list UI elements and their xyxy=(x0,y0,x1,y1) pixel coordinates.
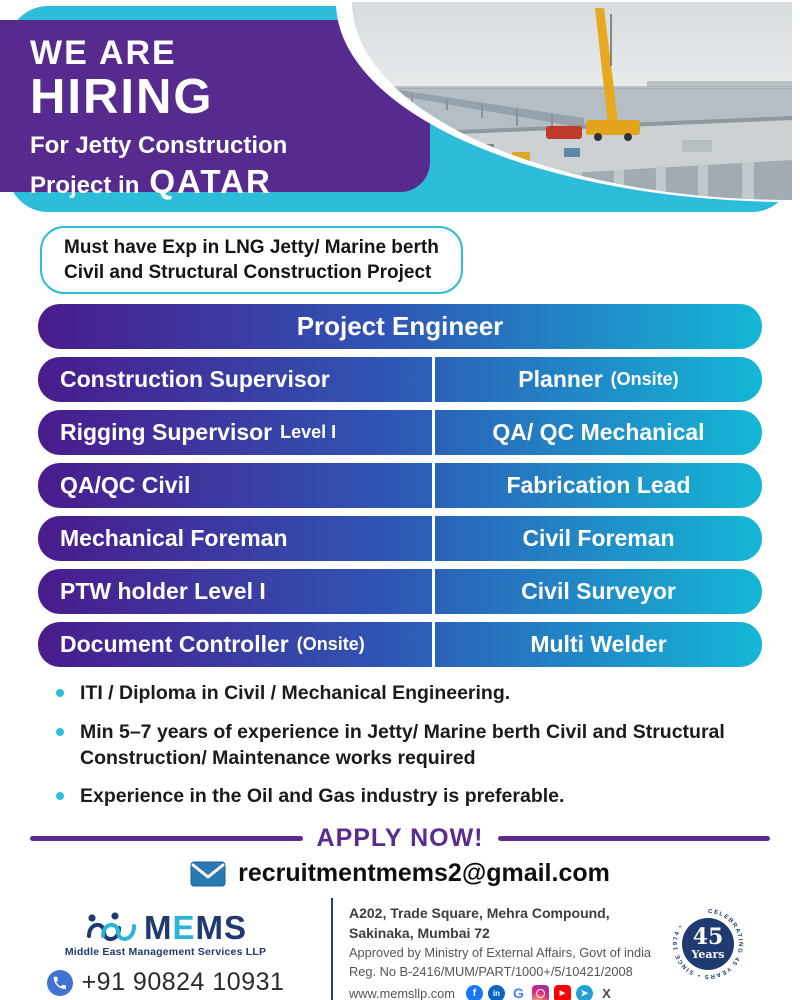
hero-line-hiring: HIRING xyxy=(30,70,214,124)
qualification-item xyxy=(56,720,760,771)
role-row-4 xyxy=(38,516,762,561)
role-note: Level I xyxy=(280,422,337,443)
role-cell xyxy=(38,622,435,667)
role-label: Civil Surveyor xyxy=(521,578,676,605)
footer xyxy=(0,898,800,1000)
google-icon[interactable]: G xyxy=(510,985,527,1000)
role-cell xyxy=(38,569,435,614)
role-label: Construction Supervisor xyxy=(60,366,330,393)
role-cell xyxy=(435,622,762,667)
role-label: Fabrication Lead xyxy=(506,472,691,499)
phone-number[interactable]: +91 90824 10931 xyxy=(81,968,285,997)
phone-row[interactable] xyxy=(47,968,285,997)
divider-line xyxy=(498,836,771,841)
role-note: (Onsite) xyxy=(296,634,365,655)
mems-infinity-logo-icon xyxy=(84,909,140,943)
divider-line xyxy=(30,836,303,841)
apply-now-heading: APPLY NOW! xyxy=(316,824,484,853)
role-label: Mechanical Foreman xyxy=(60,525,288,552)
company-tagline: Middle East Management Services LLP xyxy=(64,946,267,959)
envelope-icon xyxy=(190,861,226,887)
footer-company-block xyxy=(0,898,333,1000)
role-cell xyxy=(38,463,435,508)
role-label: Document Controller xyxy=(60,631,289,658)
featured-role-label: Project Engineer xyxy=(296,311,504,342)
wordmark-letter: M xyxy=(195,909,224,947)
hero-header xyxy=(0,0,800,214)
role-cell xyxy=(435,516,762,561)
45-years-badge-icon xyxy=(670,906,746,982)
hero-country: QATAR xyxy=(149,163,272,200)
role-label: Rigging Supervisor xyxy=(60,419,273,446)
role-cell xyxy=(435,357,762,402)
youtube-icon[interactable]: ▶ xyxy=(554,985,571,1000)
bullet-dot-icon xyxy=(56,728,64,736)
role-label: Multi Welder xyxy=(530,631,667,658)
note-line-1: Must have Exp in LNG Jetty/ Marine berth xyxy=(64,237,439,258)
badge-ring-text: CELEBRATING 45 YEARS • SINCE 1974 • xyxy=(672,908,744,980)
apply-email-row[interactable] xyxy=(0,859,800,888)
role-row-1 xyxy=(38,357,762,402)
role-label: Planner xyxy=(518,366,603,393)
hero-location-prefix: Project in xyxy=(30,172,140,199)
note-line-2: Civil and Structural Construction Project xyxy=(64,262,432,284)
facebook-icon[interactable]: f xyxy=(466,985,483,1000)
address-line-2: Sakinaka, Mumbai 72 xyxy=(349,924,490,941)
qualification-item xyxy=(56,784,760,810)
role-row-3 xyxy=(38,463,762,508)
linkedin-icon[interactable]: in xyxy=(488,985,505,1000)
address-line-1: A202, Trade Square, Mehra Compound, xyxy=(349,905,610,922)
role-cell xyxy=(38,516,435,561)
wordmark-letter: S xyxy=(224,909,248,947)
hero-location-line xyxy=(30,163,430,201)
badge-word: Years xyxy=(691,948,725,962)
apply-email-address[interactable]: recruitmentmems2@gmail.com xyxy=(238,859,610,888)
role-cell xyxy=(435,463,762,508)
qualification-text: ITI / Diploma in Civil / Mechanical Engineering. xyxy=(80,682,511,705)
company-wordmark xyxy=(143,909,248,947)
apply-now-divider xyxy=(30,824,770,853)
role-cell xyxy=(38,410,435,455)
featured-role-bar xyxy=(38,304,762,349)
wordmark-letter: E xyxy=(172,909,196,947)
hero-subtitle: For Jetty Construction xyxy=(30,132,288,159)
telegram-icon[interactable]: ➤ xyxy=(576,985,593,1000)
phone-icon xyxy=(47,970,73,996)
role-cell xyxy=(435,569,762,614)
role-row-6 xyxy=(38,622,762,667)
qualification-item xyxy=(56,681,760,707)
bullet-dot-icon xyxy=(56,689,64,697)
anniversary-badge xyxy=(670,906,746,982)
role-row-2 xyxy=(38,410,762,455)
bullet-dot-icon xyxy=(56,792,64,800)
role-label: Civil Foreman xyxy=(522,525,675,552)
qualification-text: Min 5–7 years of experience in Jetty/ Marine berth Civil and Structural Construction/ Maintenance works required xyxy=(80,720,725,769)
approval-line: Approved by Ministry of External Affairs, Govt of india xyxy=(349,945,652,961)
company-logo xyxy=(84,909,248,947)
experience-note-badge xyxy=(40,226,463,294)
open-positions-grid xyxy=(38,304,762,667)
role-cell xyxy=(435,410,762,455)
qualifications-list xyxy=(56,681,760,810)
role-cell xyxy=(38,357,435,402)
x-icon[interactable]: X xyxy=(602,985,611,1000)
role-row-5 xyxy=(38,569,762,614)
hero-line-we-are: WE ARE xyxy=(30,34,177,72)
role-label: QA/QC Civil xyxy=(60,472,191,499)
wordmark-letter: M xyxy=(143,909,173,947)
qualification-text: Experience in the Oil and Gas industry is preferable. xyxy=(80,785,565,808)
instagram-icon[interactable] xyxy=(532,985,549,1000)
role-note: (Onsite) xyxy=(610,369,679,390)
website-url[interactable]: www.memsllp.com xyxy=(349,985,455,1000)
website-row xyxy=(349,984,800,1000)
badge-number: 45 xyxy=(692,924,724,951)
registration-line: Reg. No B-2416/MUM/PART/1000+/5/10421/2008 xyxy=(349,964,633,980)
role-label: QA/ QC Mechanical xyxy=(492,419,705,446)
role-label: PTW holder Level I xyxy=(60,578,266,605)
